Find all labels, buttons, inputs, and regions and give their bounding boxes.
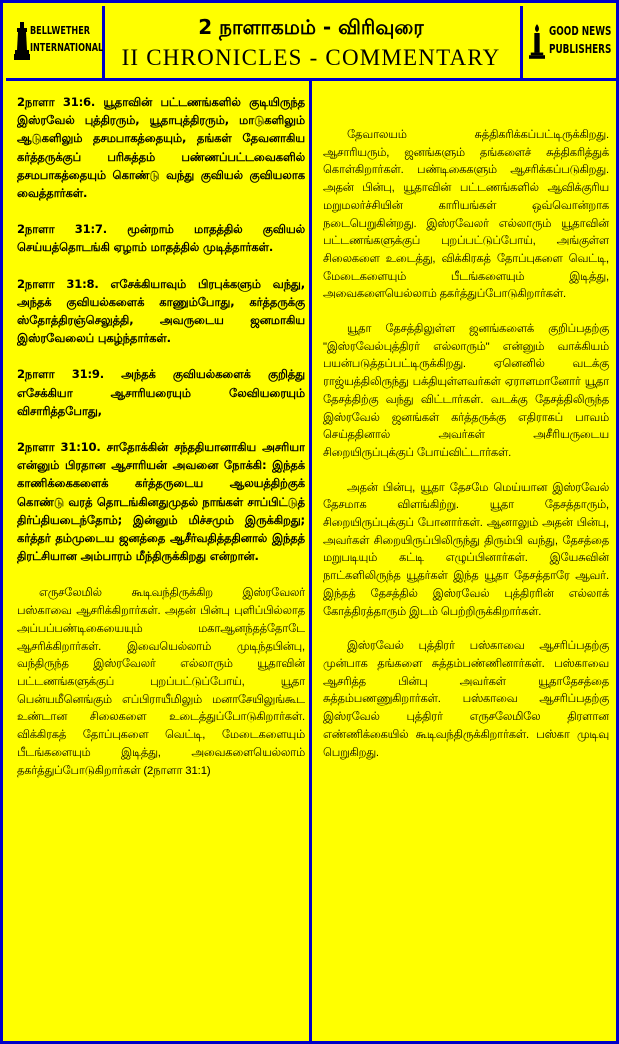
scripture-verse: 2நாளா 31:10. சாதோக்கின் சந்ததியானாகிய அசரியா என்னும் பிரதான ஆசாரியன் அவனை நோக்கி: இந்தக் காணிக்கைகளைக் கர்த்தருடைய ஆலயத்திற்குக் கொண்டு வரத் தொடங்கினதுமுதல் நாங்கள் சாப்பிட்டுத் திர்ப்தியடைந்தோம்; இன்னும் மிச்சமும் இருக்கிறது; கர்த்தர் தம்முடைய ஜனத்தை ஆசீர்வதித்ததினால் இந்தத் திரட்சியான அம்பாரம் மீந்திருக்கிறது என்றான்.: [17, 440, 305, 564]
bellwether-logo-text: [30, 22, 103, 56]
bellwether-logo: [6, 6, 105, 78]
logo-line: GOOD NEWS: [549, 24, 612, 38]
candle-icon: [529, 20, 545, 62]
commentary-paragraph: யூதா தேசத்திலுள்ள ஜனங்களைக் குறிப்பதற்கு "இஸ்ரவேல்புத்திரர் எல்லாரும்" என்னும் வாக்கியம் பயன்படுத்தப்பட்டிருக்கிறது. ஏனெனில் வடக்கு ராஜ்யத்திலிருந்து பக்தியுள்ளவர்கள் ஏராளமானோர் யூதா தேசத்திற்கு வந்து விட்டார்கள். வடக்கு தேசத்திலிருந்த இஸ்ரவேல் ஜனங்கள் கர்த்தருக்கு எதிராகப் பாவம் செய்ததினால் அவர்கள் அசீரியருடைய சிறையிருப்புக்குப் போய்விட்டார்கள்.: [323, 323, 609, 459]
scripture-verse: 2நாளா 31:7. மூன்றாம் மாதத்தில் குவியல் செய்யத்தொடங்கி ஏழாம் மாதத்தில் முடித்தார்கள்.: [17, 222, 305, 255]
column-divider: [309, 78, 312, 1044]
left-column: [17, 93, 305, 797]
logo-line: PUBLISHERS: [549, 42, 612, 56]
logo-line: BELLWETHER: [30, 24, 91, 37]
header-bar: [6, 6, 619, 81]
title-tamil: 2 நாளாகமம் - விரிவுரை: [198, 15, 424, 39]
scripture-verse: 2நாளா 31:9. அந்தக் குவியல்களைக் குறித்து எசேக்கியா ஆசாரியரையும் லேவியரையும் விசாரித்தபோது,: [17, 367, 305, 418]
commentary-paragraph: எருசலேமில் கூடிவந்திருக்கிற இஸ்ரவேலர் பஸ்காவை ஆசரிக்கிறார்கள். அதன் பின்பு புளிப்பில்லாத அப்பப்பண்டிகையையும் மகாஆனந்தத்தோடே ஆசரிக்கிறார்கள். இவையெல்லாம் முடிந்தபின்பு, வந்திருந்த இஸ்ரவேலர் எல்லாரும் யூதாவின் பட்டணங்களுக்குப் புறப்பட்டுப்போய், யூதா பென்யமீனெங்கும் எப்பிராயீமிலும் மனாசேயிலுங்கூட உண்டான சிலைகளை உடைத்துப்போடுகிறார்கள். விக்கிரகத் தோப்புகளை வெட்டி, மேடைகளையும் பீடங்களையும் இடித்து, அவைகளையெல்லாம் தகர்த்துப்போடுகிறார்கள் (2நாளா 31:1): [17, 587, 305, 777]
scripture-verse: 2நாளா 31:8. எசேக்கியாவும் பிரபுக்களும் வந்து, அந்தக் குவியல்களைக் காணும்போது, கர்த்தருக்கு ஸ்தோத்திரஞ்செலுத்தி, அவருடைய ஜனமாகிய இஸ்ரவேலைப் புகழ்ந்தார்கள்.: [17, 276, 305, 346]
good-news-logo: [520, 6, 619, 78]
title-english: II CHRONICLES - COMMENTARY: [121, 45, 501, 70]
commentary-paragraph: தேவாலயம் சுத்திகரிக்கப்பட்டிருக்கிறது. ஆசாரியரும், ஜனங்களும் தங்களைச் சுத்திகரித்துக் கொள்கிறார்கள். பண்டிகைகளும் ஆசரிக்கப்படுகிறது. அதன் பின்பு, யூதாவின் பட்டணங்களில் ஆவிக்குரிய மறுமலர்ச்சியின் காரியங்கள் ஒவ்வொன்றாக நடைபெறுகின்றது. இஸ்ரவேலர் எல்லாரும் யூதாவின் பட்டணங்களுக்குப் புறப்பட்டுப்போய், அங்குள்ள சிலைகளை உடைத்து, விக்கிரகத் தோப்புகளை வெட்டி, மேடைகளையும் பீடங்களையும் இடித்து, அவைகளையெல்லாம் தகர்த்துப்போடுகிறார்கள்.: [323, 129, 609, 301]
bellwether-icon: [14, 20, 30, 62]
commentary-paragraph: இஸ்ரவேல் புத்திரர் பஸ்காவை ஆசரிப்பதற்கு முன்பாக தங்களை சுத்தம்பண்ணினார்கள். பஸ்காவை ஆசரித்த பின்பு அவர்கள் யூதாதேசத்தை சுத்தம்பணணுகிறார்கள். பஸ்காவை ஆசரிப்பதற்கு இஸ்ரவேல் புத்திரர் எருசலேமிலே திரளான எண்ணிக்கையில் கூடிவந்திருக்கிறார்கள். பஸ்கா முடிவு பெறுகிறது.: [323, 640, 609, 759]
scripture-verse: 2நாளா 31:6. யூதாவின் பட்டணங்களில் குடியிருந்த இஸ்ரவேல் புத்திரரும், யூதாபுத்திரரும், மாடுகளிலும் ஆடுகளிலும் தசமபாகத்தையும், தங்கள் தேவனாகிய கர்த்தருக்குப் பரிசுத்தம் பண்ணப்பட்டவைகளில் தசமபாகத்தையும் கொண்டு வந்து குவியல் குவியலாக வைத்தார்கள்.: [17, 95, 305, 201]
right-column: [323, 127, 609, 779]
good-news-logo-text: [549, 22, 611, 58]
commentary-paragraph: அதன் பின்பு, யூதா தேசமே மெய்யான இஸ்ரவேல் தேசமாக விளங்கிற்று. யூதா தேசத்தாரும், சிறையிருப்புக்குப் போனார்கள். ஆனாலும் அதன் பின்பு, அவர்கள் சிறையிருப்பிலிருந்து திரும்பி வந்து, தேசத்தை மறுபடியும் கட்டி எழுப்பினார்கள். இயேசுவின் நாட்களிலிருந்த யூதர்கள் இந்த யூதா தேசத்தாரே ஆவர். இந்தத் தேசத்தில் இஸ்ரவேல் புத்திரரின் எல்லாக் கோத்திரத்தாரும் இடம் பெற்றிருக்கிறார்கள்.: [323, 481, 609, 618]
logo-line: INTERNATIONAL: [30, 41, 104, 54]
page-title: [105, 6, 517, 78]
